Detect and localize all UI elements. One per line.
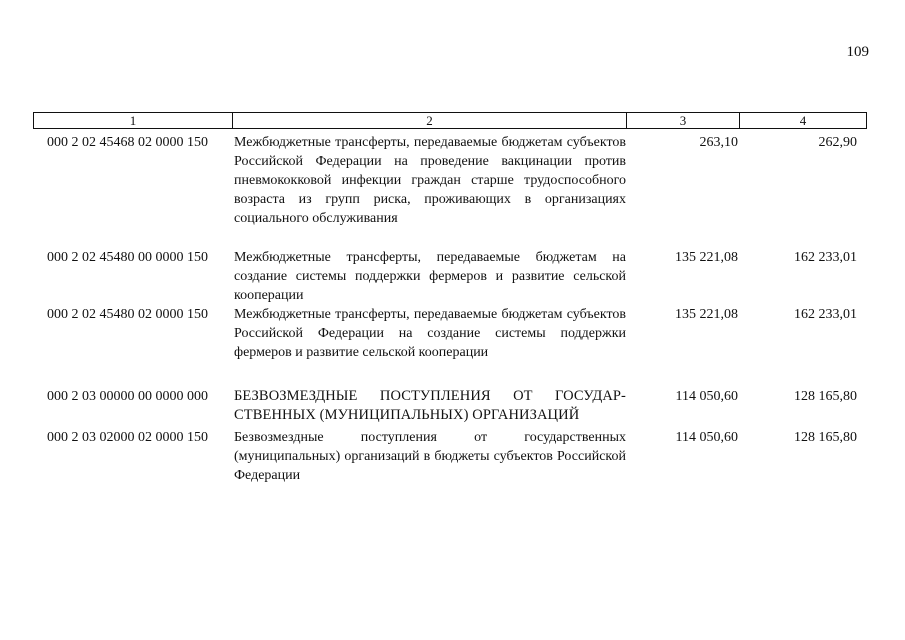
header-col-4: 4 xyxy=(799,113,807,128)
row-code: 000 2 03 02000 02 0000 150 xyxy=(47,430,208,445)
row-value-col4: 162 233,01 xyxy=(794,250,857,265)
page-number: 109 xyxy=(846,44,869,60)
row-description: БЕЗВОЗМЕЗДНЫЕ ПОСТУПЛЕНИЯ ОТ ГОСУДАР-СТВЕННЫХ (МУНИЦИПАЛЬНЫХ) ОРГАНИЗАЦИЙ xyxy=(234,388,626,423)
header-col-1: 1 xyxy=(34,113,233,128)
header-col-2: 2 xyxy=(233,113,627,128)
row-value-col4: 162 233,01 xyxy=(794,307,857,322)
row-value-col3: 114 050,60 xyxy=(675,430,738,445)
row-value-col3: 135 221,08 xyxy=(675,307,738,322)
row-code: 000 2 03 00000 00 0000 000 xyxy=(47,389,208,404)
row-code: 000 2 02 45468 02 0000 150 xyxy=(47,135,208,150)
row-code: 000 2 02 45480 00 0000 150 xyxy=(47,250,208,265)
row-value-col3: 114 050,60 xyxy=(675,389,738,404)
row-description: Безвозмездные поступления от государственных (муниципальных) организаций в бюджеты субъектов Российской Федерации xyxy=(234,430,626,483)
row-description: Межбюджетные трансферты, передаваемые бюджетам субъектов Российской Федерации на проведение вакцинации против пневмококковой инфекции граждан старше трудоспособного возраста из групп риска, проживающих в организациях социального обслуживания xyxy=(234,135,626,226)
row-description: Межбюджетные трансферты, передаваемые бюджетам на создание системы поддержки фермеров и развитие сельской кооперации xyxy=(234,250,626,303)
header-col-3: 3 xyxy=(627,113,740,128)
row-value-col4: 262,90 xyxy=(818,135,857,150)
row-value-col3: 135 221,08 xyxy=(675,250,738,265)
row-value-col4: 128 165,80 xyxy=(794,430,857,445)
row-value-col3: 263,10 xyxy=(699,135,738,150)
row-description: Межбюджетные трансферты, передаваемые бюджетам субъектов Российской Федерации на создание системы поддержки фермеров и развитие сельской кооперации xyxy=(234,307,626,360)
row-value-col4: 128 165,80 xyxy=(794,389,857,404)
row-code: 000 2 02 45480 02 0000 150 xyxy=(47,307,208,322)
table-header xyxy=(33,112,867,129)
